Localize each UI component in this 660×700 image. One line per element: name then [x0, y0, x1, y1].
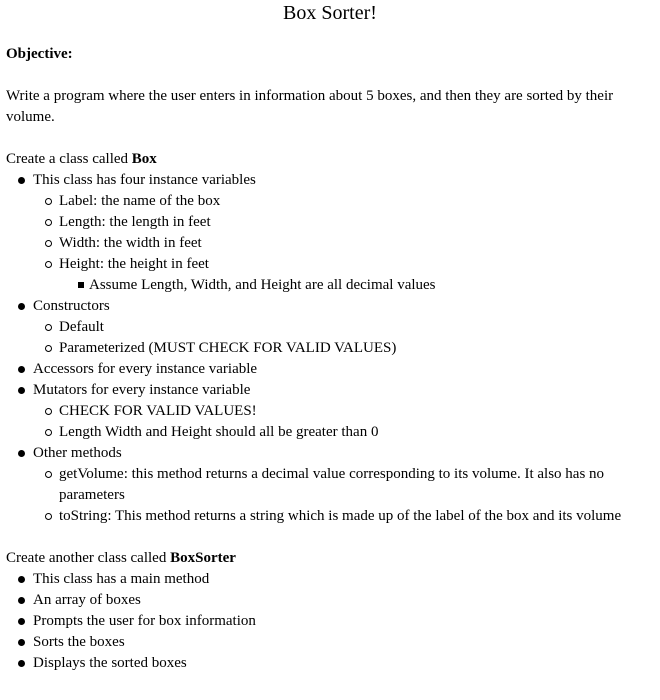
- list-item: [33, 233, 656, 254]
- list-item: [6, 569, 656, 590]
- list-item: [6, 611, 656, 632]
- mutators-list: [33, 401, 656, 443]
- list-item-text: Constructors: [33, 298, 110, 314]
- list-item: [33, 401, 656, 422]
- list-item-text: Label: the name of the box: [59, 193, 221, 209]
- box-sorter-section: [6, 548, 656, 674]
- list-item-text: Assume Length, Width, and Height are all decimal values: [89, 277, 436, 293]
- circle-bullet-icon: [45, 324, 52, 331]
- constructors-list: [33, 317, 656, 359]
- box-class-name: Box: [131, 151, 157, 167]
- list-item-text: Sorts the boxes: [33, 634, 125, 650]
- list-item: [6, 590, 656, 611]
- list-item-text: Prompts the user for box information: [33, 613, 256, 629]
- bullet-icon: [18, 387, 25, 394]
- circle-bullet-icon: [45, 240, 52, 247]
- list-item-text: toString: This method returns a string which is made up of the label of the box and its volume: [59, 508, 622, 524]
- list-item: [6, 170, 656, 296]
- other-methods-list: [33, 464, 656, 527]
- box-class-intro: [6, 149, 656, 170]
- circle-bullet-icon: [45, 261, 52, 268]
- circle-bullet-icon: [45, 429, 52, 436]
- list-item-text: Parameterized (MUST CHECK FOR VALID VALUES): [59, 340, 397, 356]
- bullet-icon: [18, 639, 25, 646]
- square-bullet-icon: [78, 282, 84, 288]
- bullet-icon: [18, 618, 25, 625]
- circle-bullet-icon: [45, 345, 52, 352]
- list-item: [33, 422, 656, 443]
- list-item-text: An array of boxes: [33, 592, 141, 608]
- list-item: [33, 338, 656, 359]
- bullet-icon: [18, 177, 25, 184]
- list-item: [6, 296, 656, 359]
- list-item-text: Accessors for every instance variable: [33, 361, 258, 377]
- document-content: [6, 44, 656, 674]
- list-item: [33, 317, 656, 338]
- list-item-text: CHECK FOR VALID VALUES!: [59, 403, 257, 419]
- list-item-text: Length Width and Height should all be greater than 0: [59, 424, 379, 440]
- list-item-text: Default: [59, 319, 104, 335]
- page-title: Box Sorter!: [283, 2, 377, 24]
- list-item: [33, 254, 656, 296]
- list-item: [6, 653, 656, 674]
- box-sorter-intro: [6, 548, 656, 569]
- box-class-section: [6, 149, 656, 527]
- bullet-icon: [18, 303, 25, 310]
- list-item: [6, 359, 656, 380]
- box-requirements-list: [6, 170, 656, 527]
- objective-heading: Objective:: [6, 46, 73, 62]
- list-item-text: getVolume: this method returns a decimal value corresponding to its volume. It also has no parameters: [59, 466, 605, 503]
- list-item-text: Displays the sorted boxes: [33, 655, 187, 671]
- list-item: [6, 380, 656, 443]
- circle-bullet-icon: [45, 219, 52, 226]
- list-item: [33, 464, 656, 506]
- bullet-icon: [18, 597, 25, 604]
- list-item-text: This class has a main method: [33, 571, 210, 587]
- circle-bullet-icon: [45, 198, 52, 205]
- list-item-text: Length: the length in feet: [59, 214, 211, 230]
- list-item-text: Height: the height in feet: [59, 256, 209, 272]
- objective-text: Write a program where the user enters in information about 5 boxes, and then they are sorted by their volume.: [6, 88, 614, 125]
- circle-bullet-icon: [45, 408, 52, 415]
- bullet-icon: [18, 366, 25, 373]
- list-item: [6, 443, 656, 527]
- circle-bullet-icon: [45, 471, 52, 478]
- list-item-text: Width: the width in feet: [59, 235, 202, 251]
- list-item: [33, 506, 656, 527]
- list-item: [33, 212, 656, 233]
- list-item: [33, 191, 656, 212]
- box-class-intro-text: Create a class called: [6, 151, 132, 167]
- list-item: [6, 632, 656, 653]
- height-sublist: [59, 275, 656, 296]
- bullet-icon: [18, 450, 25, 457]
- box-sorter-name: BoxSorter: [170, 550, 236, 566]
- list-item-text: Other methods: [33, 445, 122, 461]
- box-sorter-intro-text: Create another class called: [6, 550, 171, 566]
- instance-vars-list: [33, 191, 656, 296]
- list-item-text: This class has four instance variables: [33, 172, 256, 188]
- bullet-icon: [18, 576, 25, 583]
- box-sorter-list: [6, 569, 656, 674]
- list-item-text: Mutators for every instance variable: [33, 382, 251, 398]
- list-item: [59, 275, 656, 296]
- circle-bullet-icon: [45, 513, 52, 520]
- bullet-icon: [18, 660, 25, 667]
